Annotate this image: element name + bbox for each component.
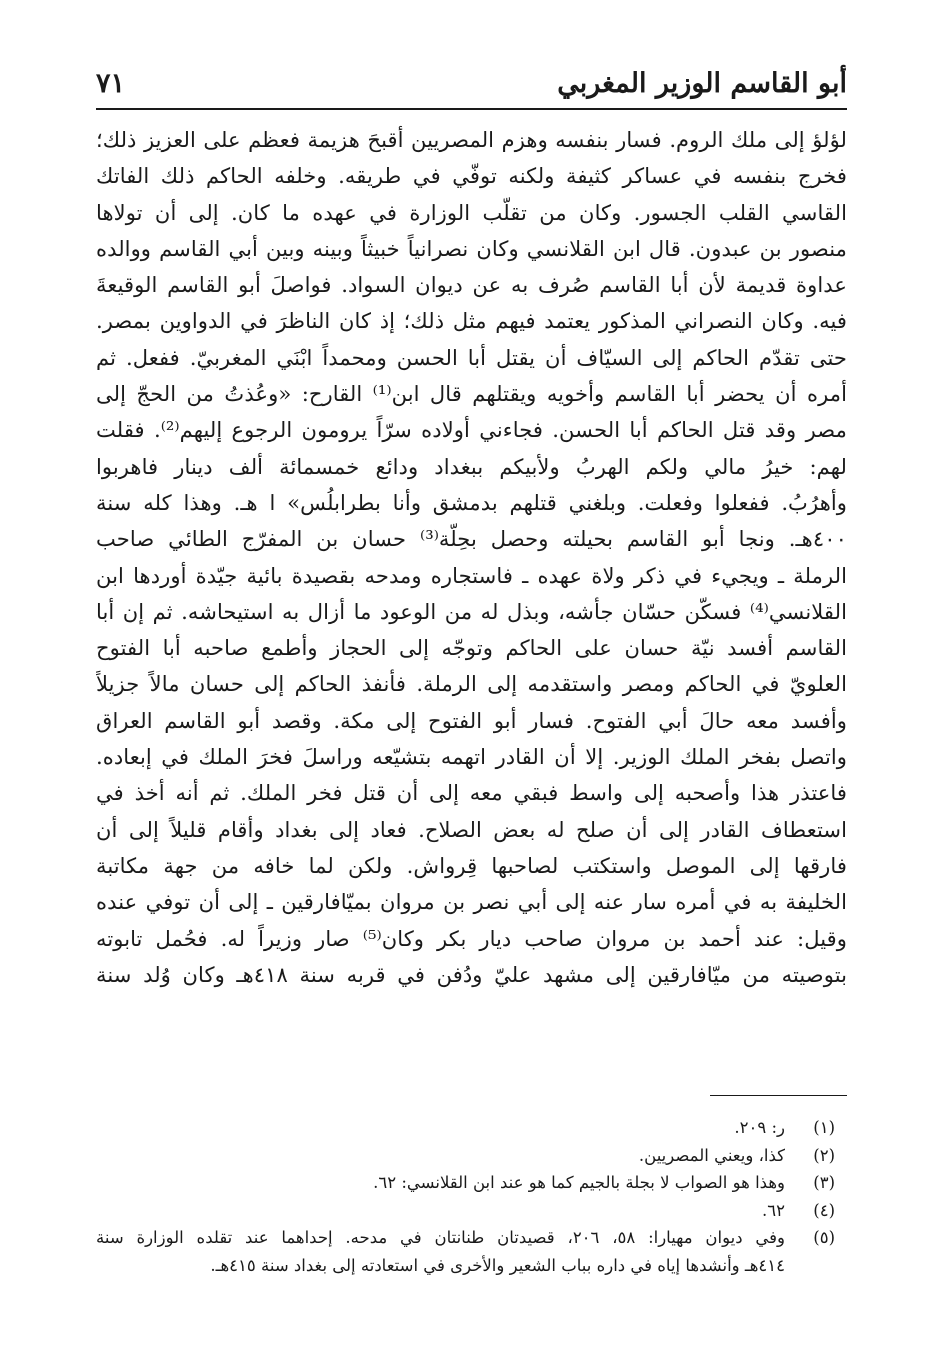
text-line: منصور بن عبدون. قال ابن القلانسي وكان نصرانياً خبيثاً وبينه وبين أبي القاسم ووالده — [96, 235, 847, 261]
text-line: الرملة ـ ويجيء في ذكر ولاة عهده ـ فاستجاره ومدحه بقصيدة بائية جيّدة أوردها ابن — [96, 562, 847, 588]
footnotes — [96, 1114, 847, 1279]
footnote-text: ر: ٢٠٩. — [734, 1118, 785, 1137]
footnote — [96, 1142, 847, 1170]
text-line: أمره أن يحضر أبا القاسم وأخويه ويقتلهم قال ابن⁽¹⁾ القارح: «وعُذتُ من الحجّ إلى — [96, 381, 847, 407]
footnote-number: (٣) — [813, 1173, 835, 1192]
footnote-number: (٥) — [813, 1228, 835, 1247]
text-line: العلويّ في الحاكم ومصر واستقدمه إلى الرملة. فأنفذ الحاكم إلى حسان مالاً جزيلاً — [96, 671, 847, 697]
text-line: ٤٠٠هـ. ونجا أبو القاسم بحيلته وحصل بحِلّة⁽³⁾ حسان بن المفرّج الطائي صاحب — [96, 526, 847, 552]
text-line: عداوة قديمة لأن أبا القاسم صُرف به عن ديوان السواد. فواصلَ أبو القاسم الوقيعةَ — [96, 272, 847, 298]
footnote — [96, 1224, 847, 1279]
text-line: وقيل: عند أحمد بن مروان صاحب ديار بكر وكان⁽⁵⁾ صار وزيراً له. فحُمل تابوته — [96, 925, 847, 951]
text-line: واتصل بفخر الملك الوزير. إلا أن القادر اتهمه بتشيّعه وراسلَ فخرَ الملك في إبعاده. — [96, 744, 847, 770]
text-line: مصر وقد قتل الحاكم أبا الحسن. فجاءني أولاده سرّاً يرومون الرجوع إليهم⁽²⁾. فقلت — [96, 417, 847, 443]
footnote-number: (٢) — [813, 1145, 835, 1165]
text-line: القاسم أفسد نيّة حسان على الحاكم وتوجّه إلى الحجاز وأطمع صاحبه أبا الفتوح — [96, 635, 847, 661]
footnote-text: وفي ديوان مهيارا: ٥٨، ٢٠٦، قصيدتان طنانتان في مدحه. إحداهما عند تقلده الوزارة سنة — [96, 1228, 785, 1247]
body-text — [96, 122, 847, 993]
footnote-continuation: ٤١٤هـ وأنشدها إياه في داره بباب الشعير والأخرى في استعادته إلى بغداد سنة ٤١٥هـ. — [210, 1255, 785, 1275]
text-line: وأهرُبُ. ففعلوا وفعلت. وبلغني قتلهم بدمشق وأنا بطرابلُس» ا هـ. وهذا كله سنة — [96, 489, 847, 515]
footnote-number: (١) — [813, 1118, 835, 1137]
text-line: لؤلؤ إلى ملك الروم. فسار بنفسه وهزم المصريين أقبحَ هزيمة فعظم على العزيز ذلك؛ — [96, 127, 847, 152]
text-line: القاسي القلب الجسور. وكان من تقلّب الوزارة في عهده ما كان. إلى أن تولاها — [96, 199, 847, 225]
footnote — [96, 1197, 847, 1225]
text-line: فاعتذر هذا وأصحبه إلى واسط فبقي معه إلى أن قتل فخر الملك. ثم أنه أخذ في — [96, 780, 847, 806]
footnote — [96, 1169, 847, 1197]
text-line: لهم: خيرُ مالي ولكم الهربُ ولأبيكم ببغداد ودائع خمسمائة ألف دينار فاهربوا — [96, 453, 847, 479]
text-line: القلانسي⁽⁴⁾ فسكّن حسّان جأشه، وبذل له من الوعود ما أزال به استيحاشه. ثم إن أبا — [96, 598, 847, 624]
footnote-text: ٦٢. — [762, 1200, 785, 1220]
page-number: ٧١ — [96, 68, 126, 99]
footnote-divider — [710, 1095, 847, 1096]
running-header — [96, 58, 847, 110]
text-line: فيه. وكان النصراني المذكور يعتمد فيهم مثل ذلك؛ إذ كان الناظرَ في الدواوين بمصر. — [96, 308, 847, 334]
footnote — [96, 1114, 847, 1142]
footnote-number: (٤) — [813, 1200, 835, 1220]
footnote-text: وهذا هو الصواب لا بجلة بالجيم كما هو عند ابن القلانسي: ٦٢. — [373, 1173, 785, 1192]
text-line: حتى تقدّم الحاكم إلى السيّاف أن يقتل أبا الحسن ومحمداً ابْنَي المغربيّ. ففعل. ثم — [96, 344, 847, 370]
book-title: أبو القاسم الوزير المغربي — [557, 68, 847, 99]
text-line: الخليفة به في أمره سار عنه إلى أبي نصر بن مروان بميّافارقين ـ إلى أن توفي عنده — [96, 889, 847, 915]
text-line: بتوصيته من ميّافارقين إلى مشهد عليّ ودُفن في قربه سنة ٤١٨هـ وكان وُلد سنة — [96, 961, 847, 987]
text-line: وأفسد معه حالَ أبي الفتوح. فسار أبو الفتوح إلى مكة. وقصد أبو القاسم العراق — [96, 707, 847, 733]
text-line: فخرج بنفسه في عساكر كثيفة ولكنه توفّي في طريقه. وخلفه الحاكم ذلك الفاتك — [96, 163, 847, 189]
footnote-text: كذا، ويعني المصريين. — [638, 1145, 785, 1165]
text-line: استعطاف القادر إلى أن صلح له بعض الصلاح. فعاد إلى بغداد وأقام قليلاً إلى أن — [96, 816, 847, 842]
text-line: فارقها إلى الموصل واستكتب لصاحبها قِرواش. ولكن لما خافه من جهة مكاتبة — [96, 852, 847, 878]
